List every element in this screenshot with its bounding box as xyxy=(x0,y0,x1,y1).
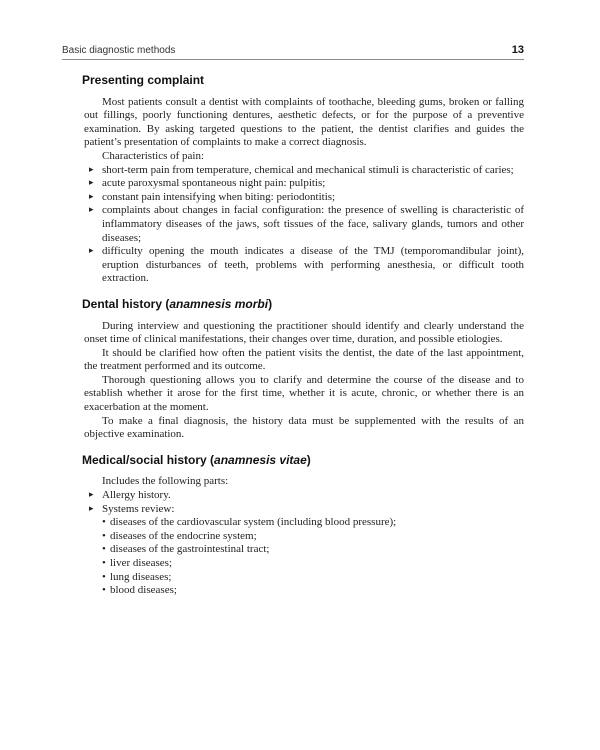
list-item: • blood diseases; xyxy=(102,584,524,598)
running-head-title: Basic diagnostic methods xyxy=(62,45,176,56)
paragraph-presenting-intro: Most patients consult a dentist with complaints of toothache, bleeding gums, broken or falling out fillings, poorly functioning dentures, aesthetic defects, or for the purpose of a preventive examination. By asking targeted questions to the patient, the dentist clarifies and guides the patient’s presentation of complaints to make a correct diagnosis. xyxy=(84,95,524,149)
systems-review-list xyxy=(84,516,524,598)
heading-text: Medical/social history ( xyxy=(82,452,215,467)
list-item: • lung diseases; xyxy=(102,571,524,585)
list-item: ▸ acute paroxysmal spontaneous night pain: pulpitis; xyxy=(84,177,524,191)
history-parts-list xyxy=(84,489,524,516)
page-number: 13 xyxy=(511,44,524,56)
paragraph: To make a final diagnosis, the history data must be supplemented with the results of an objective examination. xyxy=(84,414,524,441)
list-item: ▸ constant pain intensifying when biting: periodontitis; xyxy=(84,191,524,205)
heading-medical-history xyxy=(82,454,524,468)
heading-close: ) xyxy=(306,452,311,467)
heading-close: ) xyxy=(268,296,273,311)
paragraph: During interview and questioning the practitioner should identify and clearly understand the onset time of clinical manifestations, their changes over time, duration, and possible etiologies. xyxy=(84,319,524,346)
list-item: • diseases of the gastrointestinal tract; xyxy=(102,543,524,557)
paragraph: It should be clarified how often the patient visits the dentist, the date of the last appointment, the treatment performed and its outcome. xyxy=(84,346,524,373)
page-body xyxy=(84,70,524,598)
list-item: ▸ Allergy history. xyxy=(84,489,524,503)
pain-list xyxy=(84,164,524,286)
list-item: • diseases of the cardiovascular system (including blood pressure); xyxy=(102,516,524,530)
paragraph-includes: Includes the following parts: xyxy=(102,475,229,488)
list-item: ▸ short-term pain from temperature, chemical and mechanical stimuli is characteristic of caries; xyxy=(84,164,524,178)
pain-characteristics-label: Characteristics of pain: xyxy=(102,149,205,162)
heading-latin-term: anamnesis vitae xyxy=(214,452,307,467)
heading-dental-history xyxy=(82,298,524,312)
heading-latin-term: anamnesis morbi xyxy=(169,296,269,311)
running-head xyxy=(62,44,524,60)
list-item: ▸ difficulty opening the mouth indicates a disease of the TMJ (temporomandibular joint), eruption disturbances of teeth, problems with performing anesthesia, or difficult tooth extraction. xyxy=(84,245,524,286)
heading-text: Dental history ( xyxy=(82,296,170,311)
heading-presenting-complaint: Presenting complaint xyxy=(82,73,205,87)
list-item: • diseases of the endocrine system; xyxy=(102,530,524,544)
list-item: ▸ complaints about changes in facial configuration: the presence of swelling is characteristic of inflammatory diseases of the jaws, soft tissues of the face, salivary glands, tumors and other diseases; xyxy=(84,204,524,245)
list-item: • liver diseases; xyxy=(102,557,524,571)
paragraph: Thorough questioning allows you to clarify and determine the course of the disease and to establish whether it arose for the first time, whether it is acute, chronic, or whether there is an exacerbation at the moment. xyxy=(84,373,524,414)
list-item: ▸ Systems review: xyxy=(84,503,524,517)
